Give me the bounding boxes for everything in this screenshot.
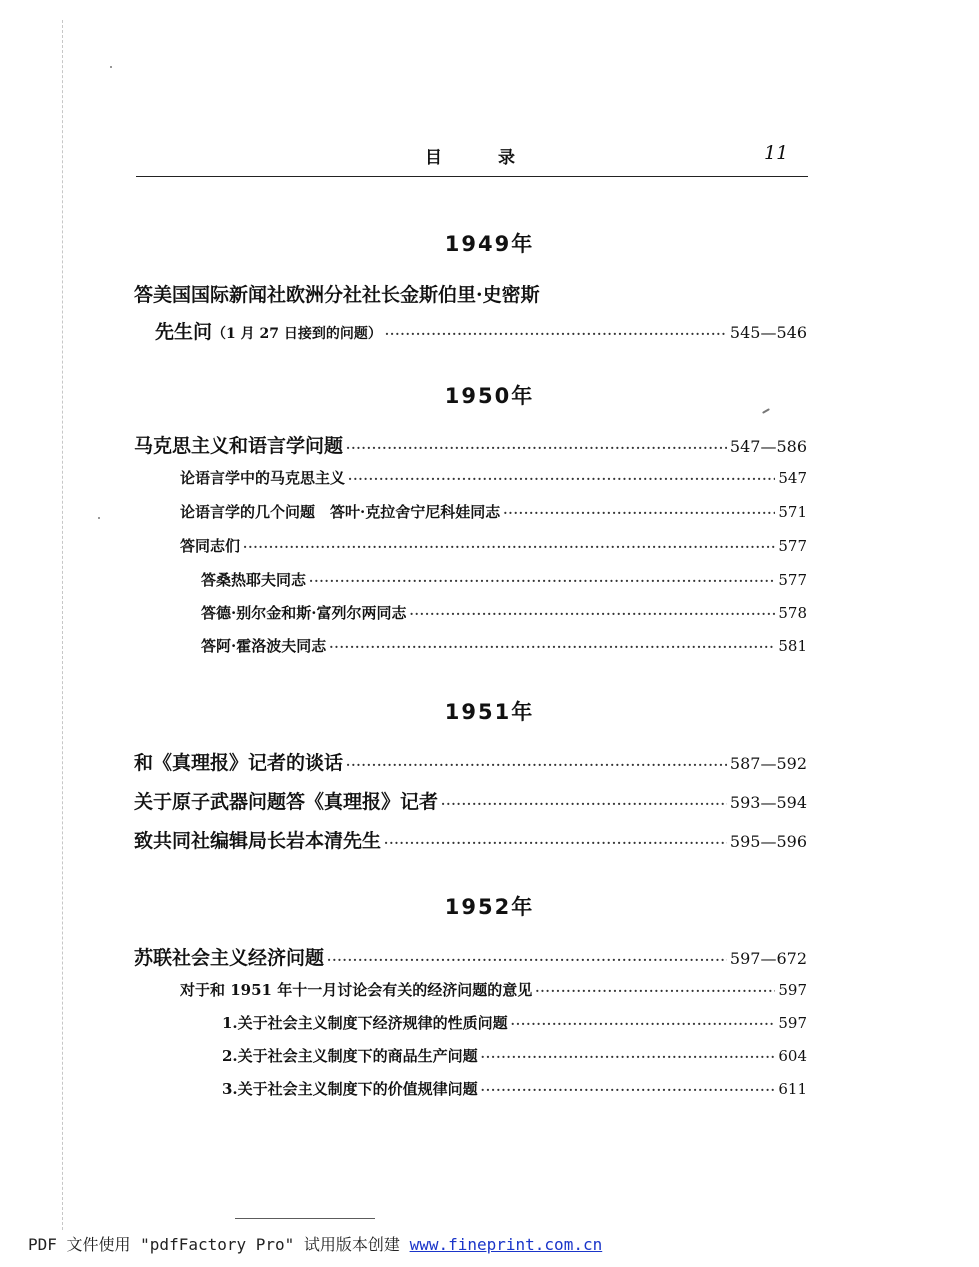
toc-entry-title: 致共同社编辑局长岩本清先生 xyxy=(134,830,382,852)
toc-entry-title: 先生问 xyxy=(155,321,213,343)
toc-entry xyxy=(134,826,807,853)
toc-entry-pages: 593—594 xyxy=(729,793,807,812)
toc-entry xyxy=(222,1045,807,1066)
toc-entry xyxy=(201,569,807,590)
toc-entry-title: 3.关于社会主义制度下的价值规律问题 xyxy=(222,1080,478,1098)
toc-entry xyxy=(134,787,807,814)
toc-entry xyxy=(222,1012,807,1033)
toc-entry-title: 答阿·霍洛波夫同志 xyxy=(201,637,327,655)
toc-entry-pages: 577 xyxy=(778,537,807,555)
toc-entry-title: 答美国国际新闻社欧洲分社社长金斯伯里·史密斯 xyxy=(134,284,540,306)
scan-bottom-mark xyxy=(235,1218,375,1219)
toc-entry-pages: 597—672 xyxy=(729,949,807,968)
toc-entry-title: 2.关于社会主义制度下的商品生产问题 xyxy=(222,1047,478,1065)
toc-entry-pages: 587—592 xyxy=(729,754,807,773)
toc-entry-title: 论语言学的几个问题 答叶·克拉舍宁尼科娃同志 xyxy=(180,503,501,521)
toc-entry-note: （1 月 27 日接到的问题） xyxy=(212,326,382,342)
toc-entry-pages: 581 xyxy=(778,637,807,655)
leader-dots xyxy=(346,441,727,455)
toc-entry-pages: 571 xyxy=(778,503,807,521)
toc-entry-pages: 547—586 xyxy=(729,437,807,456)
toc-entry-title: 答桑热耶夫同志 xyxy=(201,571,307,589)
toc-entry xyxy=(201,602,807,623)
toc-entry xyxy=(201,635,807,656)
leader-dots xyxy=(441,797,727,811)
leader-dots xyxy=(481,1050,776,1064)
toc-entry-title: 答同志们 xyxy=(180,537,241,555)
toc-entry-title: 1.关于社会主义制度下经济规律的性质问题 xyxy=(222,1014,508,1032)
toc-entry-title: 苏联社会主义经济问题 xyxy=(134,947,325,969)
leader-dots xyxy=(385,327,727,341)
toc-entry-pages: 547 xyxy=(778,469,807,487)
leader-dots xyxy=(309,574,775,588)
toc-entry xyxy=(180,979,807,1000)
toc-entry-pages: 611 xyxy=(778,1080,807,1098)
toc-entry xyxy=(180,467,807,488)
toc-entry-pages: 595—596 xyxy=(729,832,807,851)
toc-entry-pages: 577 xyxy=(778,571,807,589)
toc-entry xyxy=(134,431,807,458)
leader-dots xyxy=(348,472,775,486)
toc-entry xyxy=(155,317,807,344)
leader-dots xyxy=(384,836,727,850)
scan-edge-line xyxy=(62,20,63,1230)
footer-text: PDF 文件使用 "pdfFactory Pro" 试用版本创建 xyxy=(28,1235,410,1254)
toc-entry xyxy=(134,943,807,970)
leader-dots xyxy=(511,1017,776,1031)
page-number: 11 xyxy=(764,142,789,164)
header-title-left: 目 xyxy=(425,148,442,168)
leader-dots xyxy=(329,640,775,654)
year-heading-1952: 1952年 xyxy=(444,895,535,919)
toc-entry-pages: 597 xyxy=(778,981,807,999)
leader-dots xyxy=(243,540,775,554)
year-heading-1949: 1949年 xyxy=(444,232,535,256)
toc-entry-title: 答德·别尔金和斯·富列尔两同志 xyxy=(201,604,407,622)
toc-entry-title: 论语言学中的马克思主义 xyxy=(180,469,346,487)
toc-entry xyxy=(180,501,807,522)
pdf-footer xyxy=(28,1232,602,1255)
year-heading-1950: 1950年 xyxy=(444,384,535,408)
leader-dots xyxy=(346,758,727,772)
toc-entry-title: 马克思主义和语言学问题 xyxy=(134,435,344,457)
toc-entry-title: 关于原子武器问题答《真理报》记者 xyxy=(134,791,439,813)
leader-dots xyxy=(503,506,775,520)
toc-entry-pages: 545—546 xyxy=(729,323,807,342)
toc-entry-pages: 597 xyxy=(778,1014,807,1032)
toc-entry-pages: 578 xyxy=(778,604,807,622)
toc-entry xyxy=(180,535,807,556)
leader-dots xyxy=(327,953,727,967)
toc-entry xyxy=(222,1078,807,1099)
toc-entry xyxy=(134,748,807,775)
header-rule xyxy=(136,176,808,177)
footer-link[interactable]: www.fineprint.com.cn xyxy=(409,1235,603,1254)
toc-entry-title: 和《真理报》记者的谈话 xyxy=(134,752,344,774)
scan-speck xyxy=(110,66,112,68)
year-heading-1951: 1951年 xyxy=(444,700,535,724)
leader-dots xyxy=(409,607,775,621)
leader-dots xyxy=(481,1083,776,1097)
scan-speck xyxy=(98,517,100,519)
toc-entry-title: 对于和 1951 年十一月讨论会有关的经济问题的意见 xyxy=(180,981,533,999)
toc-entry-pages: 604 xyxy=(778,1047,807,1065)
header-title-right: 录 xyxy=(498,148,515,168)
leader-dots xyxy=(535,984,775,998)
